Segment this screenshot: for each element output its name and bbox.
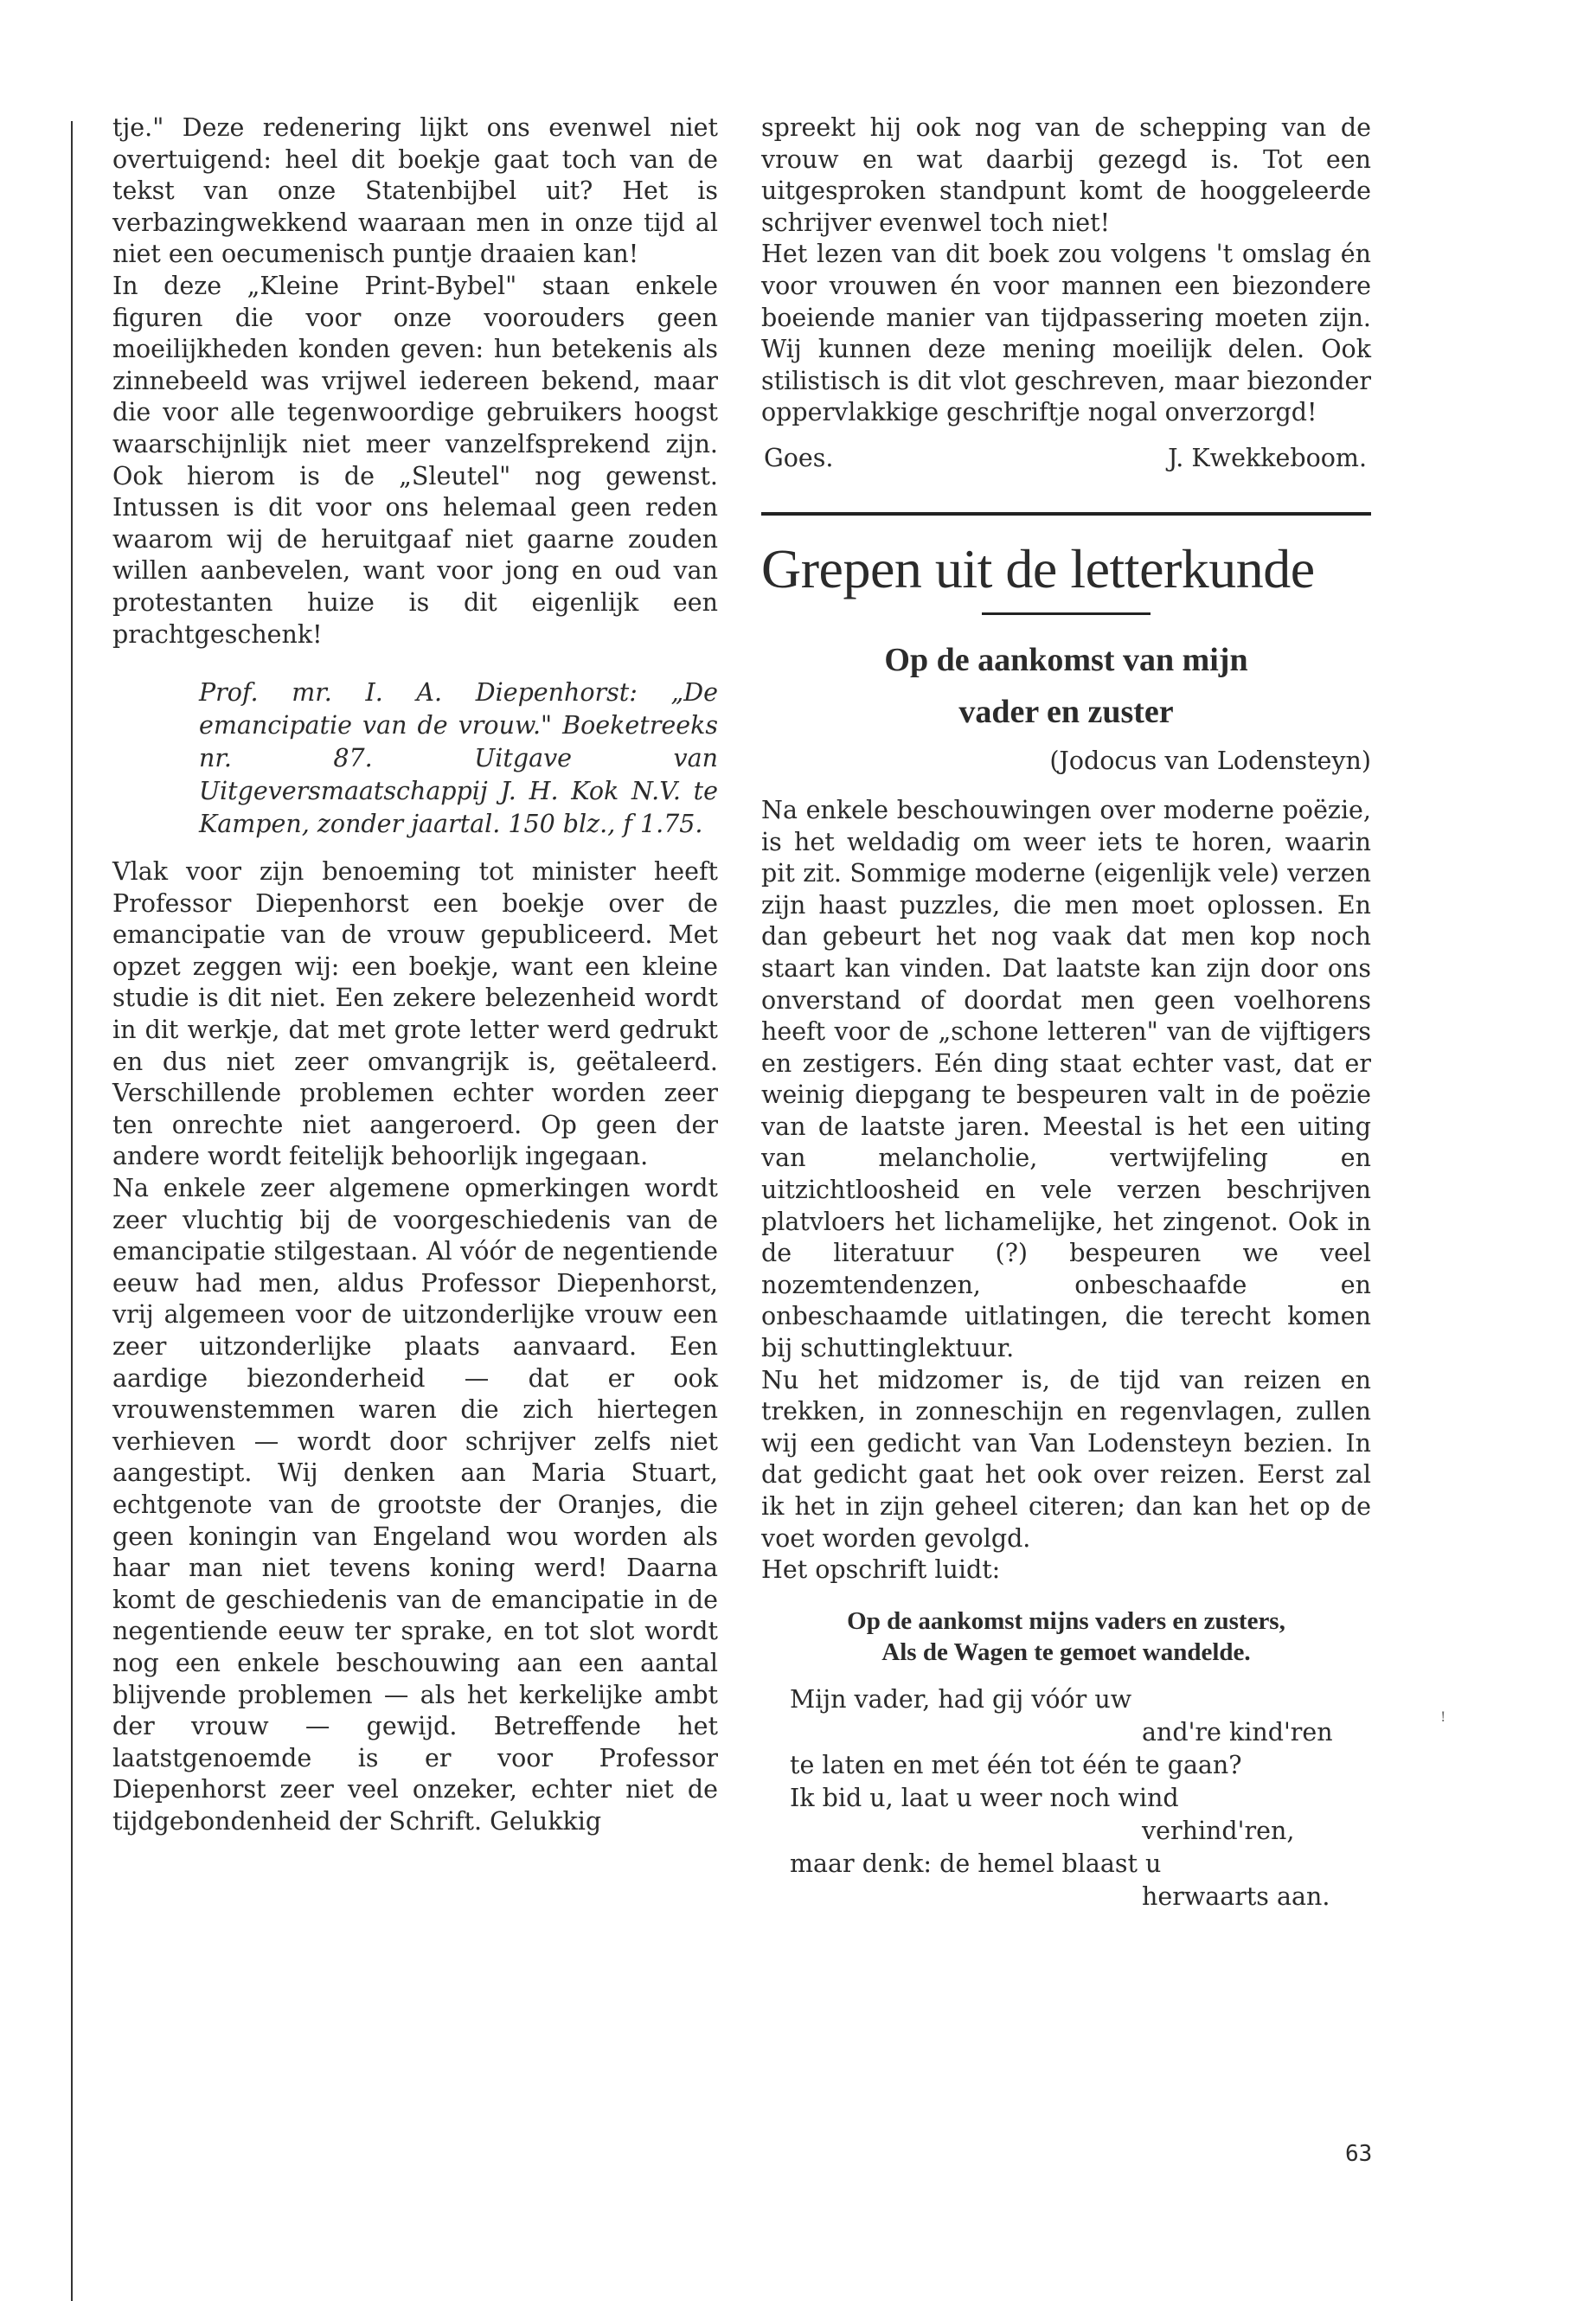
poem-line: te laten en met één tot één te gaan? xyxy=(790,1750,1242,1779)
poem-line: Mijn vader, had gij vóór uw xyxy=(790,1684,1132,1714)
left-paragraph-2: In deze „Kleine Print-Bybel" staan enkele figuren die voor onze voorouders geen moeilijkheden konden geven: hun betekenis als zinnebeeld was vrijwel iedereen bekend, maar die voor alle tegenwoordige gebruikers hoogst waarschijnlijk niet meer vanzelfsprekend zijn. Ook hierom is de „Sleutel" nog gewenst. Intussen is dit voor ons helemaal geen reden waarom wij de heruitgaaf niet gaarne zouden willen aanbevelen, want voor jong en oud van protestanten huize is dit eigenlijk een prachtgeschenk! xyxy=(112,271,718,649)
right-paragraph-5: Het opschrift luidt: xyxy=(761,1555,1001,1585)
signature-place: Goes. xyxy=(764,443,834,472)
article-title xyxy=(761,634,1371,738)
poem-heading-line-2: Als de Wagen te gemoet wandelde. xyxy=(881,1638,1251,1666)
right-paragraph-1: spreekt hij ook nog van de schepping van de vrouw en wat daarbij gezegd is. Tot een uitgesproken standpunt komt de hooggeleerde schrijver evenwel toch niet! xyxy=(761,113,1371,237)
right-column xyxy=(761,112,1371,1913)
article-title-line-1: Op de aankomst van mijn xyxy=(884,641,1248,678)
article-title-line-2: vader en zuster xyxy=(958,693,1174,730)
left-paragraph-3: Vlak voor zijn benoeming tot minister heeft Professor Diepenhorst een boekje over de emancipatie van de vrouw gepubliceerd. Met opzet zeggen wij: een boekje, want een kleine studie is dit niet. Een zekere belezenheid wordt in dit werkje, dat met grote letter werd gedrukt en dus niet zeer omvangrijk is, geëtaleerd. Verschillende problemen echter worden zeer ten onrechte niet aangeroerd. Op geen der andere wordt feitelijk behoorlijk ingegaan. xyxy=(112,857,718,1171)
poem-line: maar denk: de hemel blaast u xyxy=(790,1849,1162,1878)
poem-line: and're kind'ren xyxy=(1142,1717,1333,1747)
poem-line: herwaarts aan. xyxy=(1142,1881,1330,1911)
margin-mark: ! xyxy=(1440,1708,1446,1725)
left-paragraph-1: tje." Deze redenering lijkt ons evenwel niet overtuigend: heel dit boekje gaat toch van de tekst van onze Statenbijbel uit? Het is verbazingwekkend waaraan men in onze tijd al niet een oecumenisch puntje draaien kan! xyxy=(112,113,718,269)
review-signature xyxy=(761,443,1371,474)
book-citation: Prof. mr. I. A. Diepenhorst: „De emancipatie van de vrouw." Boeketreeks nr. 87. Uitgave van Uitgeversmaatschappij J. H. Kok N.V. te Kampen, zonder jaartal. 150 blz., f 1.75. xyxy=(199,678,718,839)
left-paragraph-4: Na enkele zeer algemene opmerkingen wordt zeer vluchtig bij de voorgeschiedenis van de emancipatie stilgestaan. Al vóór de negentiende eeuw had men, aldus Professor Diepenhorst, vrij algemeen voor de uitzonderlijke vrouw een zeer uitzonderlijke plaats aanvaard. Een aardige biezonderheid — dat er ook vrouwenstemmen waren die zich hiertegen verhieven — wordt door schrijver zelfs niet aangestipt. Wij denken aan Maria Stuart, echtgenote van de grootste der Oranjes, die geen koningin van Engeland wou worden als haar man niet tevens koning werd! Daarna komt de geschiedenis van de emancipatie in de negentiende eeuw ter sprake, en tot slot wordt nog een enkele beschouwing aan een aantal blijvende problemen — als het kerkelijke ambt der vrouw — gewijd. Betreffende het laatstgenoemde is er voor Professor Diepenhorst zeer veel onzeker, echter niet de tijdgebondenheid der Schrift. Gelukkig xyxy=(112,1174,718,1836)
section-divider xyxy=(761,512,1371,516)
right-paragraph-2: Het lezen van dit boek zou volgens 't omslag én voor vrouwen én voor mannen een biezondere boeiende manier van tijdpassering moeten zijn. Wij kunnen deze mening moeilijk delen. Ook stilistisch is dit vlot geschreven, maar biezonder oppervlakkige geschriftje nogal onverzorgd! xyxy=(761,240,1371,427)
section-title: Grepen uit de letterkunde xyxy=(761,537,1315,599)
right-paragraph-3: Na enkele beschouwingen over moderne poëzie, is het weldadig om weer iets te horen, waarin pit zit. Sommige moderne (eigenlijk vele) verzen zijn haast puzzles, die men moet oplossen. En dan gebeurt het nog vaak dat men kop noch staart kan vinden. Dat laatste kan zijn door ons onverstand of doordat men geen voelhorens heeft voor de „schone letteren" van de vijftigers en zestigers. Eén ding staat echter vast, dat er weinig diepgang te bespeuren valt in de poëzie van de laatste jaren. Meestal is het een uiting van melancholie, vertwijfeling en uitzichtloosheid en vele verzen beschrijven platvloers het lichamelijke, het zingenot. Ook in de literatuur (?) bespeuren we veel nozemtendenzen, onbeschaafde en onbeschaamde uitlatingen, die terecht komen bij schuttinglektuur. xyxy=(761,795,1371,1363)
poem-line: verhind'ren, xyxy=(1142,1816,1295,1845)
poem xyxy=(761,1683,1371,1913)
poem-heading xyxy=(761,1606,1371,1668)
signature-name: J. Kwekkeboom. xyxy=(1168,443,1367,472)
poem-heading-line-1: Op de aankomst mijns vaders en zusters, xyxy=(847,1606,1285,1635)
title-underline xyxy=(982,612,1151,615)
article-author: (Jodocus van Lodensteyn) xyxy=(1049,746,1371,775)
poem-line: Ik bid u, laat u weer noch wind xyxy=(790,1783,1179,1812)
right-paragraph-4: Nu het midzomer is, de tijd van reizen en trekken, in zonneschijn en regenvlagen, zullen wij een gedicht van Van Lodensteyn bezien. In dat gedicht gaat het ook over reizen. Eerst zal ik het in zijn geheel citeren; dan kan het op de voet worden gevolgd. xyxy=(761,1365,1371,1553)
binding-edge-line xyxy=(71,121,73,2301)
left-column xyxy=(112,112,718,1838)
page-number: 63 xyxy=(1345,2141,1373,2167)
